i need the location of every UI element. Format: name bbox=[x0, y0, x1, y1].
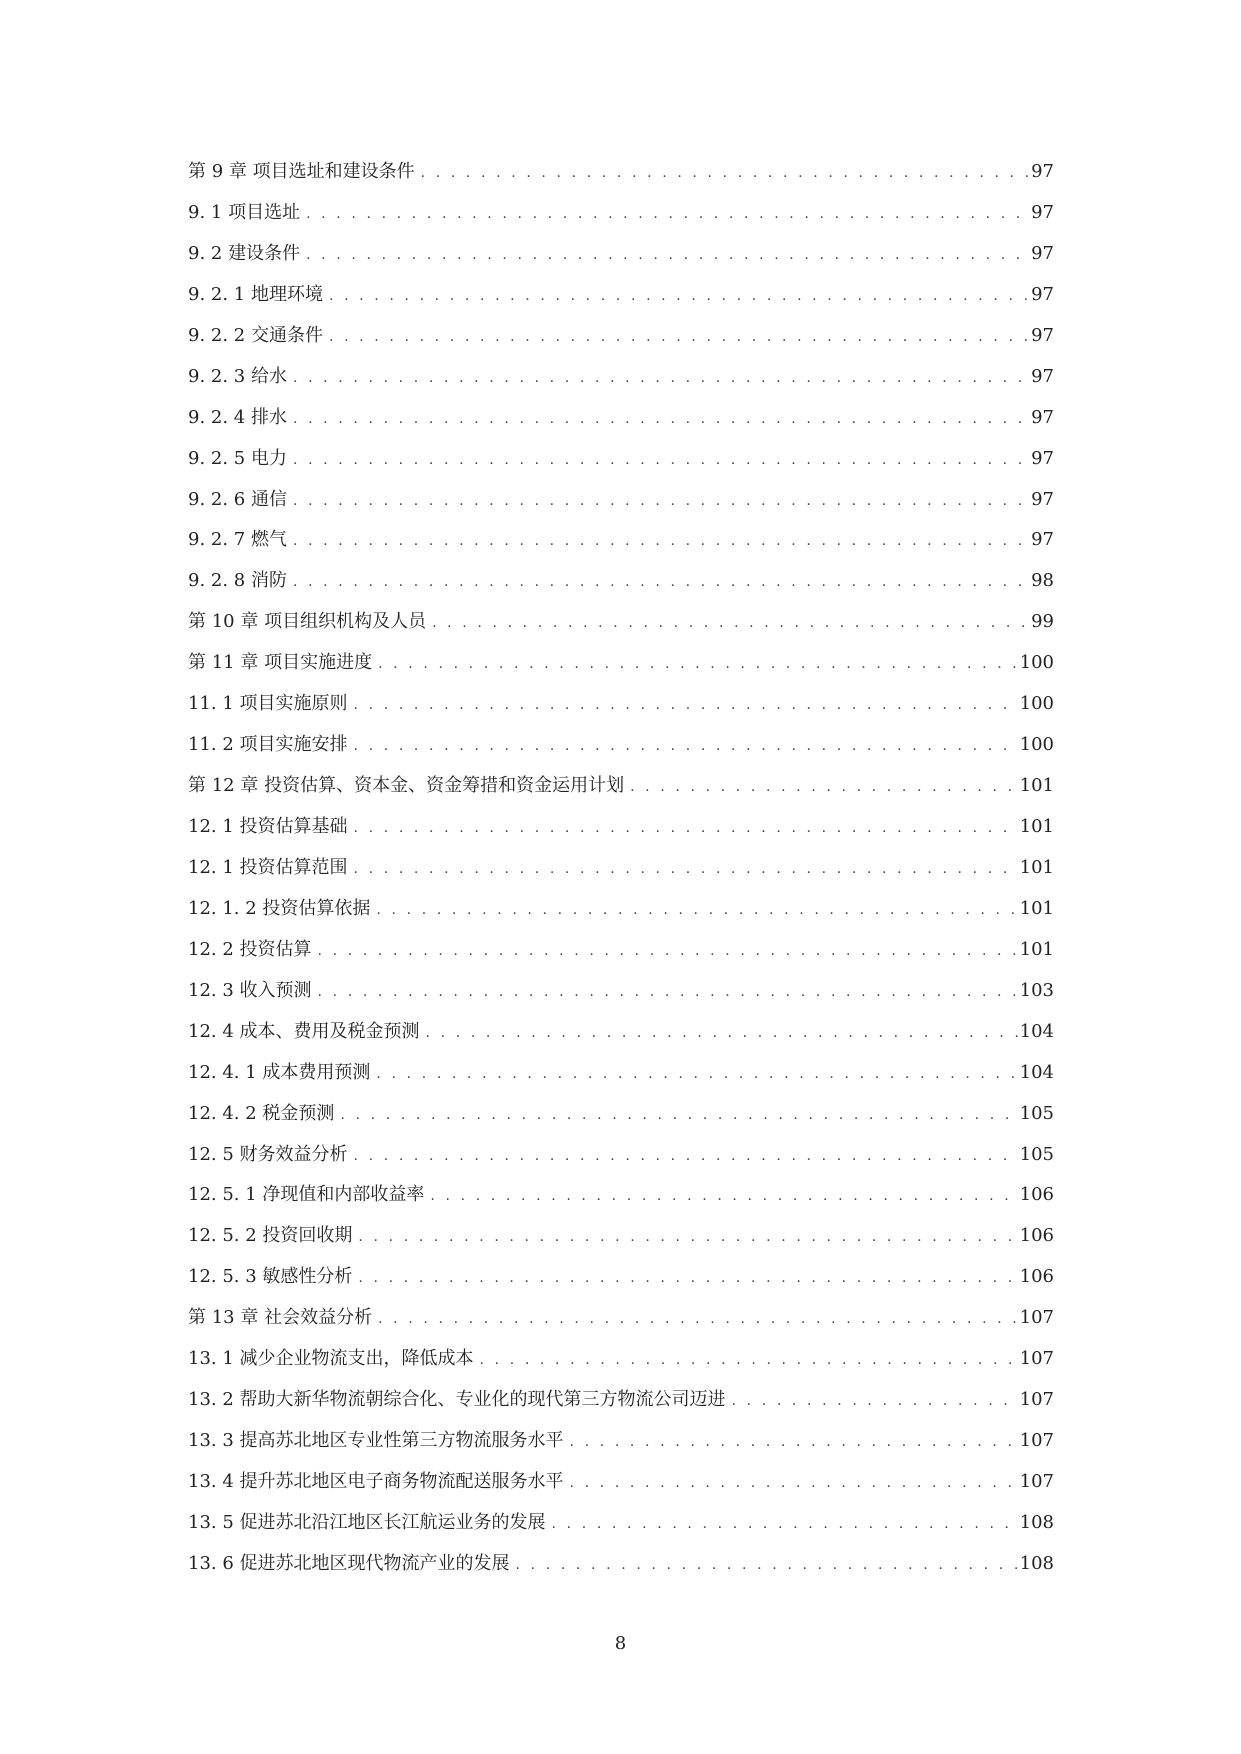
toc-entry-page: 97 bbox=[1031, 324, 1054, 346]
toc-entry-title: 13. 3 提高苏北地区专业性第三方物流服务水平 bbox=[188, 1430, 564, 1452]
toc-entry-title: 12. 5. 3 敏感性分析 bbox=[188, 1266, 353, 1288]
toc-entry-title: 13. 6 促进苏北地区现代物流产业的发展 bbox=[188, 1552, 510, 1574]
toc-dot-leader bbox=[293, 521, 1029, 561]
toc-entry[interactable] bbox=[188, 561, 1054, 602]
toc-entry-title: 9. 2. 6 通信 bbox=[188, 488, 287, 510]
toc-entry[interactable] bbox=[188, 439, 1054, 480]
toc-entry-page: 104 bbox=[1019, 1061, 1054, 1083]
toc-entry-title: 第 10 章 项目组织机构及人员 bbox=[188, 611, 427, 633]
toc-entry-page: 101 bbox=[1019, 856, 1054, 878]
toc-entry-page: 97 bbox=[1031, 488, 1054, 510]
toc-entry-title: 11. 2 项目实施安排 bbox=[188, 734, 348, 756]
toc-entry[interactable] bbox=[188, 275, 1054, 316]
toc-dot-leader bbox=[306, 194, 1029, 234]
toc-entry-title: 11. 1 项目实施原则 bbox=[188, 693, 348, 715]
toc-dot-leader bbox=[421, 153, 1029, 193]
toc-entry[interactable] bbox=[188, 1544, 1054, 1585]
toc-dot-leader bbox=[378, 644, 1018, 684]
toc-entry-page: 100 bbox=[1019, 652, 1054, 674]
toc-dot-leader bbox=[732, 1381, 1018, 1421]
toc-entry-page: 99 bbox=[1031, 611, 1054, 633]
toc-entry-page: 105 bbox=[1019, 1102, 1054, 1124]
toc-dot-leader bbox=[358, 1217, 1017, 1257]
toc-dot-leader bbox=[432, 603, 1029, 643]
toc-entry-page: 97 bbox=[1031, 161, 1054, 182]
toc-entry[interactable] bbox=[188, 316, 1054, 357]
toc-dot-leader bbox=[354, 726, 1018, 766]
toc-entry-page: 106 bbox=[1019, 1266, 1054, 1288]
toc-entry-title: 9. 2. 7 燃气 bbox=[188, 529, 287, 551]
toc-entry[interactable] bbox=[188, 602, 1054, 643]
toc-dot-leader bbox=[329, 317, 1029, 357]
toc-entry-page: 98 bbox=[1031, 570, 1054, 592]
toc-entry-page: 106 bbox=[1019, 1225, 1054, 1247]
toc-dot-leader bbox=[376, 890, 1017, 930]
toc-entry[interactable] bbox=[188, 1339, 1054, 1380]
toc-entry-title: 12. 4. 1 成本费用预测 bbox=[188, 1061, 371, 1083]
toc-entry-page: 107 bbox=[1019, 1471, 1054, 1492]
toc-entry-page: 101 bbox=[1019, 938, 1054, 960]
toc-entry-title: 第 13 章 社会效益分析 bbox=[188, 1307, 373, 1329]
toc-entry-page: 100 bbox=[1019, 734, 1054, 756]
toc-dot-leader bbox=[378, 1299, 1018, 1339]
toc-entry[interactable] bbox=[188, 1298, 1054, 1339]
toc-entry[interactable] bbox=[188, 193, 1054, 234]
toc-entry[interactable] bbox=[188, 357, 1054, 398]
toc-entry[interactable] bbox=[188, 725, 1054, 766]
toc-dot-leader bbox=[354, 808, 1018, 848]
toc-entry-title: 12. 4 成本、费用及税金预测 bbox=[188, 1020, 420, 1042]
toc-entry-title: 9. 2. 3 给水 bbox=[188, 365, 287, 387]
toc-entry[interactable] bbox=[188, 480, 1054, 521]
toc-dot-leader bbox=[570, 1463, 1018, 1503]
toc-entry-page: 97 bbox=[1031, 283, 1054, 305]
toc-entry-page: 101 bbox=[1019, 816, 1054, 837]
toc-dot-leader bbox=[293, 562, 1029, 602]
toc-entry-page: 97 bbox=[1031, 365, 1054, 387]
toc-entry[interactable] bbox=[188, 889, 1054, 930]
toc-dot-leader bbox=[480, 1340, 1018, 1380]
toc-entry-title: 第 9 章 项目选址和建设条件 bbox=[188, 161, 415, 182]
toc-entry-title: 9. 2. 4 排水 bbox=[188, 406, 287, 428]
toc-dot-leader bbox=[516, 1545, 1018, 1585]
toc-entry[interactable] bbox=[188, 1503, 1054, 1544]
toc-dot-leader bbox=[293, 358, 1029, 398]
toc-entry-page: 97 bbox=[1031, 447, 1054, 469]
toc-entry-page: 107 bbox=[1019, 1348, 1054, 1370]
toc-entry-title: 9. 2. 8 消防 bbox=[188, 570, 287, 592]
toc-dot-leader bbox=[318, 931, 1018, 971]
toc-entry[interactable] bbox=[188, 1257, 1054, 1298]
toc-entry[interactable] bbox=[188, 1380, 1054, 1421]
toc-entry[interactable] bbox=[188, 520, 1054, 561]
toc-entry-title: 第 12 章 投资估算、资本金、资金筹措和资金运用计划 bbox=[188, 775, 625, 797]
toc-dot-leader bbox=[306, 235, 1029, 275]
toc-entry-page: 108 bbox=[1019, 1511, 1054, 1533]
toc-entry-title: 13. 4 提升苏北地区电子商务物流配送服务水平 bbox=[188, 1471, 564, 1492]
table-of-contents bbox=[188, 152, 1054, 1585]
toc-entry[interactable] bbox=[188, 1053, 1054, 1094]
toc-entry[interactable] bbox=[188, 766, 1054, 807]
toc-entry-page: 104 bbox=[1019, 1020, 1054, 1042]
toc-entry-page: 101 bbox=[1019, 775, 1054, 797]
toc-entry[interactable] bbox=[188, 1094, 1054, 1135]
toc-entry[interactable] bbox=[188, 1421, 1054, 1462]
page-number: 8 bbox=[614, 1633, 627, 1654]
toc-dot-leader bbox=[570, 1422, 1018, 1462]
toc-entry[interactable] bbox=[188, 848, 1054, 889]
toc-entry-title: 12. 3 收入预测 bbox=[188, 979, 312, 1001]
toc-dot-leader bbox=[354, 1136, 1018, 1176]
toc-entry-page: 108 bbox=[1019, 1552, 1054, 1574]
toc-entry-page: 106 bbox=[1019, 1184, 1054, 1206]
toc-dot-leader bbox=[354, 685, 1018, 725]
toc-entry-page: 107 bbox=[1019, 1307, 1054, 1329]
toc-dot-leader bbox=[340, 1095, 1017, 1135]
toc-entry-title: 12. 5. 1 净现值和内部收益率 bbox=[188, 1184, 425, 1206]
toc-dot-leader bbox=[293, 399, 1029, 439]
toc-dot-leader bbox=[293, 481, 1029, 521]
toc-entry[interactable] bbox=[188, 1462, 1054, 1503]
toc-entry-title: 第 11 章 项目实施进度 bbox=[188, 652, 373, 674]
toc-entry[interactable] bbox=[188, 971, 1054, 1012]
toc-entry[interactable] bbox=[188, 643, 1054, 684]
toc-entry-title: 12. 1 投资估算基础 bbox=[188, 816, 348, 837]
toc-entry[interactable] bbox=[188, 398, 1054, 439]
toc-entry[interactable] bbox=[188, 930, 1054, 971]
toc-entry-title: 9. 2. 2 交通条件 bbox=[188, 324, 323, 346]
toc-dot-leader bbox=[358, 1258, 1017, 1298]
toc-entry-page: 101 bbox=[1019, 897, 1054, 919]
toc-entry-page: 97 bbox=[1031, 201, 1054, 223]
toc-entry-page: 97 bbox=[1031, 406, 1054, 428]
toc-entry-title: 12. 5. 2 投资回收期 bbox=[188, 1225, 353, 1247]
toc-entry-title: 9. 1 项目选址 bbox=[188, 201, 301, 223]
toc-entry-page: 105 bbox=[1019, 1143, 1054, 1165]
toc-entry-page: 97 bbox=[1031, 529, 1054, 551]
toc-dot-leader bbox=[318, 972, 1018, 1012]
toc-entry-title: 12. 5 财务效益分析 bbox=[188, 1143, 348, 1165]
toc-entry-title: 13. 1 减少企业物流支出，降低成本 bbox=[188, 1348, 474, 1370]
toc-entry[interactable] bbox=[188, 684, 1054, 725]
toc-entry-page: 107 bbox=[1019, 1389, 1054, 1411]
toc-entry-title: 13. 5 促进苏北沿江地区长江航运业务的发展 bbox=[188, 1511, 546, 1533]
toc-dot-leader bbox=[426, 1013, 1018, 1053]
toc-entry[interactable] bbox=[188, 1135, 1054, 1176]
toc-entry-page: 107 bbox=[1019, 1430, 1054, 1452]
toc-entry-title: 9. 2. 5 电力 bbox=[188, 447, 287, 469]
toc-entry-title: 9. 2 建设条件 bbox=[188, 242, 301, 264]
toc-entry-title: 12. 2 投资估算 bbox=[188, 938, 312, 960]
toc-entry[interactable] bbox=[188, 807, 1054, 848]
toc-dot-leader bbox=[354, 849, 1018, 889]
toc-entry-title: 9. 2. 1 地理环境 bbox=[188, 283, 323, 305]
toc-dot-leader bbox=[430, 1176, 1017, 1216]
toc-entry[interactable] bbox=[188, 152, 1054, 193]
toc-dot-leader bbox=[630, 767, 1018, 807]
toc-dot-leader bbox=[376, 1054, 1017, 1094]
toc-entry-title: 12. 1 投资估算范围 bbox=[188, 856, 348, 878]
toc-entry-page: 103 bbox=[1019, 979, 1054, 1001]
toc-entry[interactable] bbox=[188, 1012, 1054, 1053]
toc-entry-title: 12. 1. 2 投资估算依据 bbox=[188, 897, 371, 919]
toc-entry-page: 100 bbox=[1019, 693, 1054, 715]
toc-entry-title: 12. 4. 2 税金预测 bbox=[188, 1102, 335, 1124]
toc-entry[interactable] bbox=[188, 1175, 1054, 1216]
toc-dot-leader bbox=[293, 440, 1029, 480]
toc-entry-title: 13. 2 帮助大新华物流朝综合化、专业化的现代第三方物流公司迈进 bbox=[188, 1389, 726, 1411]
toc-dot-leader bbox=[552, 1504, 1018, 1544]
toc-entry[interactable] bbox=[188, 1216, 1054, 1257]
toc-entry[interactable] bbox=[188, 234, 1054, 275]
toc-dot-leader bbox=[329, 276, 1029, 316]
toc-entry-page: 97 bbox=[1031, 242, 1054, 264]
